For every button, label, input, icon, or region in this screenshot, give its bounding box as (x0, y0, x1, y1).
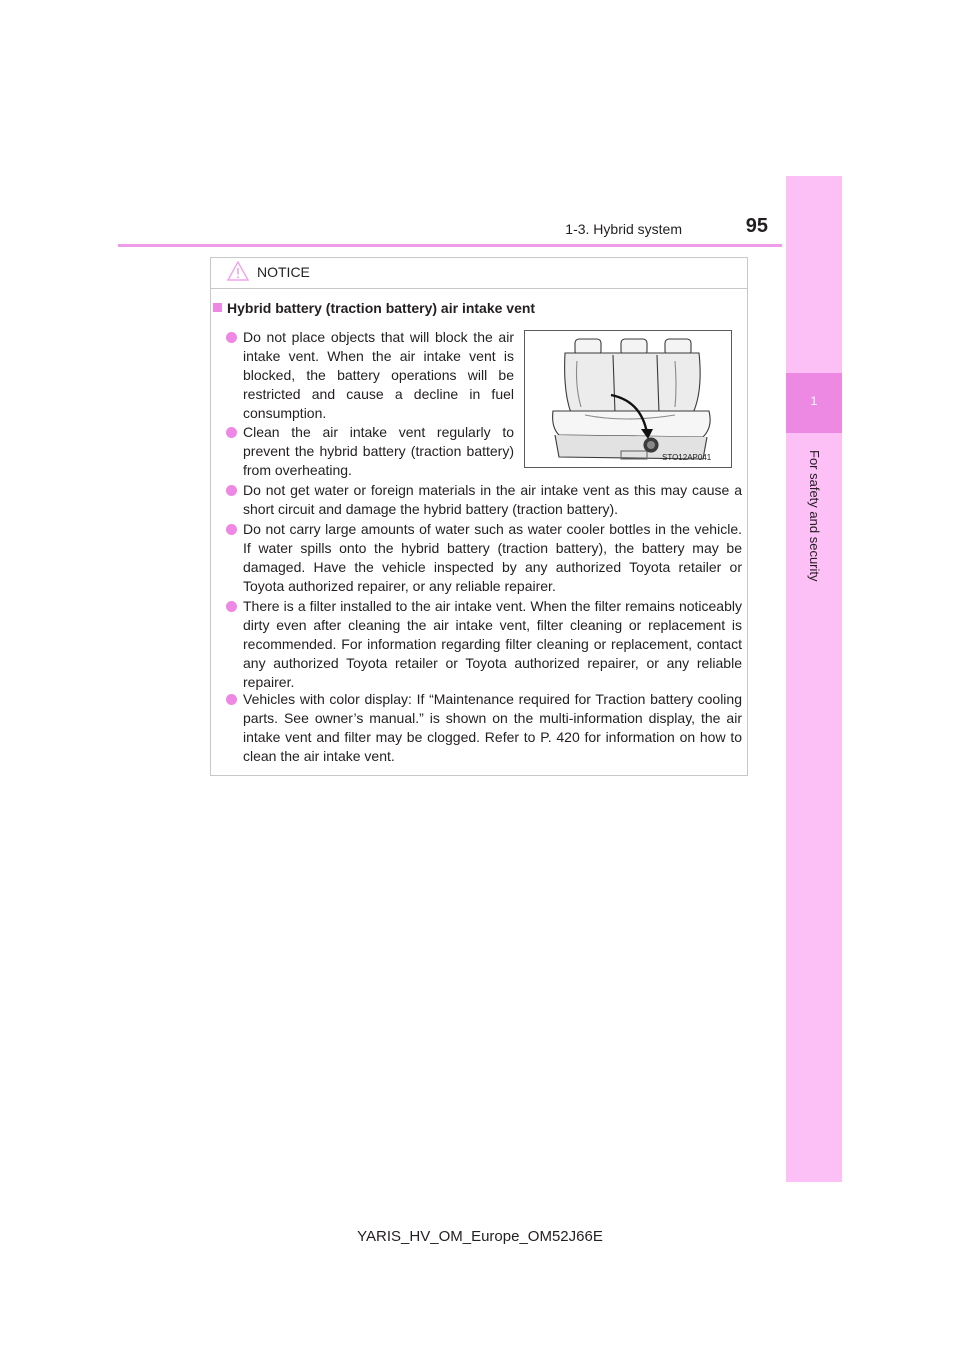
chapter-title-vertical (806, 450, 822, 650)
bullet-dot-icon (226, 427, 237, 438)
chapter-side-tab (786, 176, 842, 1182)
notice-bullet: Clean the air intake vent regularly to prevent the hybrid battery (traction battery) from overheating. (243, 423, 514, 480)
notice-heading-text: Hybrid battery (traction battery) air intake vent (227, 300, 536, 316)
notice-header (211, 258, 747, 289)
bullet-dot-icon (226, 332, 237, 343)
bullet-dot-icon (226, 485, 237, 496)
header-rule (118, 244, 782, 247)
warning-triangle-icon (227, 261, 249, 281)
notice-bullet: There is a filter installed to the air intake vent. When the filter remains noticeably dirty even after cleaning the air intake vent, filter cleaning or replacement is recommended. For information regarding filter cleaning or replacement, contact any authorized Toyota retailer or Toyota authorized repairer, or any reliable repairer. (243, 597, 742, 692)
rear-seat-drawing (525, 331, 731, 467)
notice-bullet: Do not place objects that will block the air intake vent. When the air intake vent is blocked, the battery operations will be restricted and cause a decline in fuel consumption. (243, 328, 514, 423)
rear-seat-illustration (524, 330, 732, 468)
bullet-dot-icon (226, 524, 237, 535)
manual-code-footer: YARIS_HV_OM_Europe_OM52J66E (357, 1228, 603, 1245)
section-title: 1-3. Hybrid system (565, 221, 682, 237)
notice-label: NOTICE (257, 264, 310, 280)
bullet-dot-icon (226, 601, 237, 612)
figure-code: STO12AP041 (662, 453, 712, 462)
notice-heading (213, 300, 535, 316)
chapter-title: For safety and security (807, 450, 822, 582)
notice-bullet: Do not get water or foreign materials in the air intake vent as this may cause a short circuit and damage the hybrid battery (traction battery). (243, 481, 742, 519)
notice-bullet: Do not carry large amounts of water such as water cooler bottles in the vehicle. If water spills onto the hybrid battery (traction battery), the battery may be damaged. Have the vehicle inspected by any authorized Toyota retailer or Toyota authorized repairer, or any reliable repairer. (243, 520, 742, 596)
square-bullet-icon (213, 303, 222, 312)
chapter-number: 1 (810, 394, 818, 408)
page-number: 95 (745, 215, 768, 237)
notice-bullet: Vehicles with color display: If “Maintenance required for Traction battery cooling parts. See owner’s manual.” is shown on the multi-information display, the air intake vent and filter may be clogged. Refer to P. 420 for information on how to clean the air intake vent. (243, 690, 742, 766)
bullet-dot-icon (226, 694, 237, 705)
